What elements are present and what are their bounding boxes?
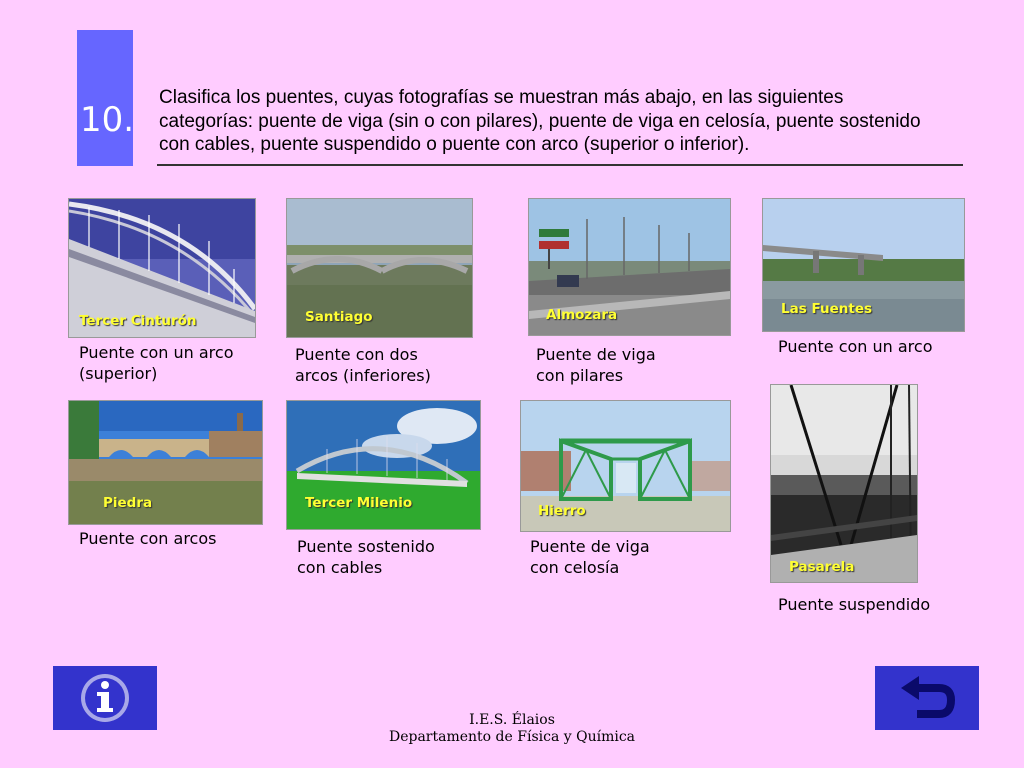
bridge-caption bbox=[536, 344, 656, 386]
bridge-caption bbox=[79, 342, 234, 384]
question-line: Clasifica los puentes, cuyas fotografías se muestran más abajo, en las siguientes bbox=[159, 87, 844, 108]
bridge-photo-pasarela bbox=[770, 384, 918, 583]
caption-line: con cables bbox=[297, 558, 383, 577]
caption-line: Puente con dos bbox=[295, 345, 418, 364]
info-icon bbox=[53, 666, 157, 730]
bridge-caption bbox=[295, 344, 431, 386]
department-name: Departamento de Física y Química bbox=[388, 729, 636, 745]
school-name: I.E.S. Élaios bbox=[469, 712, 555, 728]
caption-line: con celosía bbox=[530, 558, 620, 577]
caption-line: con pilares bbox=[536, 366, 624, 385]
caption-line: Puente suspendido bbox=[778, 595, 931, 614]
caption-line: Puente sostenido bbox=[297, 537, 435, 556]
bridge-caption bbox=[79, 528, 216, 549]
question-line: categorías: puente de viga (sin o con pilares), puente de viga en celosía, puente sostenido bbox=[159, 110, 921, 132]
info-button[interactable] bbox=[53, 666, 157, 730]
bridge-caption bbox=[778, 594, 930, 615]
caption-line: arcos (inferiores) bbox=[295, 366, 431, 385]
return-arrow-icon bbox=[875, 666, 979, 730]
caption-line: Puente con arcos bbox=[79, 529, 217, 548]
bridge-caption bbox=[530, 536, 650, 578]
question-number: 10. bbox=[80, 100, 135, 140]
caption-line: Puente de viga bbox=[530, 537, 650, 556]
bridge-photo-label: Las Fuentes bbox=[781, 301, 873, 317]
header-divider bbox=[157, 164, 963, 166]
question-line: con cables, puente suspendido o puente con arco (superior o inferior). bbox=[159, 134, 750, 155]
caption-line: (superior) bbox=[79, 364, 158, 383]
caption-line: Puente con un arco bbox=[79, 343, 234, 362]
bridge-caption bbox=[778, 336, 933, 357]
back-button[interactable] bbox=[875, 666, 979, 730]
bridge-caption bbox=[297, 536, 435, 578]
bridge-photo-piedra bbox=[68, 400, 263, 525]
caption-line: Puente con un arco bbox=[778, 337, 933, 356]
question-text bbox=[159, 86, 979, 157]
bridge-photo-label: Piedra bbox=[103, 495, 153, 511]
bridge-photo-label: Tercer Cinturón bbox=[79, 313, 197, 329]
bridge-photo-label: Tercer Milenio bbox=[305, 495, 413, 511]
bridge-photo-label: Pasarela bbox=[789, 559, 855, 575]
bridge-photo-label: Santiago bbox=[305, 309, 373, 325]
footer bbox=[362, 712, 662, 746]
question-number-block bbox=[77, 30, 133, 166]
bridge-photo-label: Almozara bbox=[546, 307, 618, 323]
bridge-photo-label: Hierro bbox=[538, 503, 586, 519]
caption-line: Puente de viga bbox=[536, 345, 656, 364]
